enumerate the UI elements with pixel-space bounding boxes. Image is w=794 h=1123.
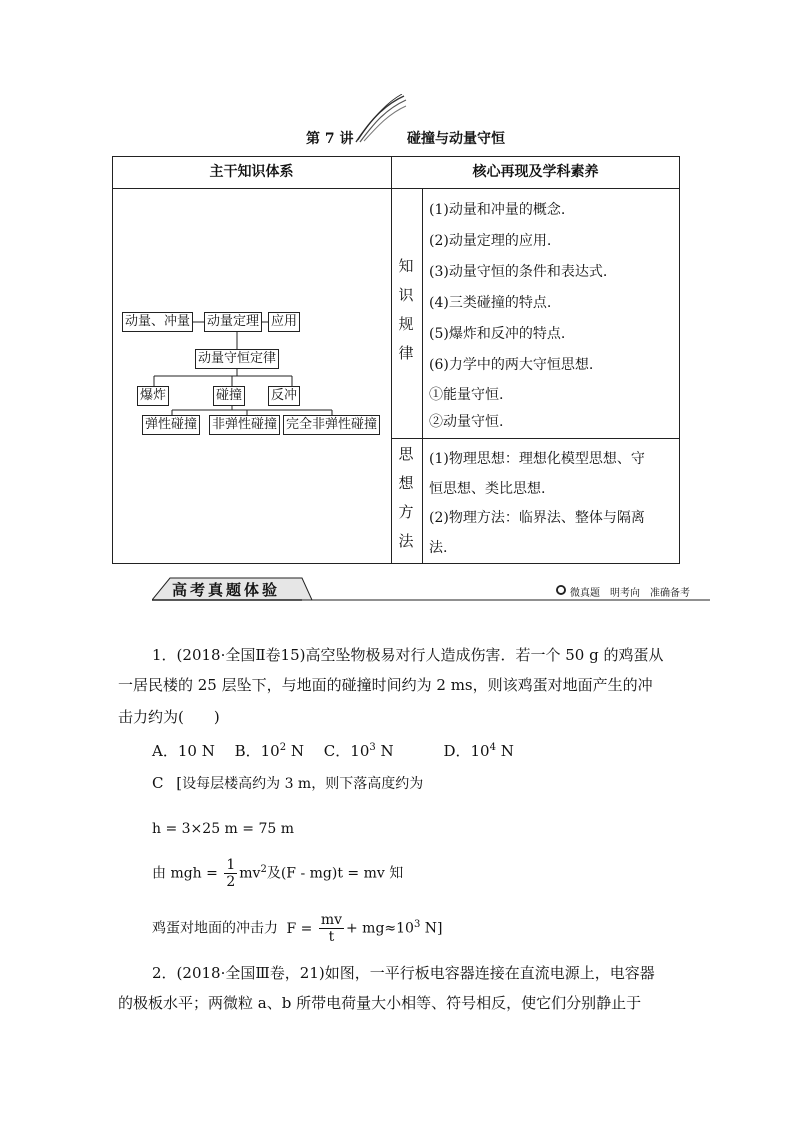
diagram-inelastic-collision: 非弹性碰撞: [209, 415, 280, 435]
knowledge-item: (5)爆炸和反冲的特点.: [429, 326, 566, 342]
row1-label: 知 识 规 律: [398, 257, 414, 362]
knowledge-item: (1)动量和冲量的概念.: [429, 202, 566, 218]
knowledge-item: ②动量守恒.: [429, 414, 504, 430]
table-row-divider: [391, 438, 680, 439]
knowledge-item: (4)三类碰撞的特点.: [429, 295, 552, 311]
method-item: 法.: [429, 540, 448, 556]
bullet-icon: ●: [557, 585, 565, 594]
diagram-conservation-law: 动量守恒定律: [195, 349, 279, 369]
diagram-momentum-theorem: 动量定理: [204, 312, 262, 332]
row2-label: 思 想 方 法: [398, 445, 414, 550]
q2-line1: 2．(2018·全国Ⅲ卷，21)如图，一平行板电容器连接在直流电源上，电容器: [152, 964, 655, 982]
q1-line2: 一居民楼的 25 层坠下，与地面的碰撞时间约为 2 ms，则该鸡蛋对地面产生的冲: [118, 676, 653, 694]
diagram-explosion: 爆炸: [137, 386, 169, 406]
diagram-elastic-collision: 弹性碰撞: [142, 415, 200, 435]
knowledge-item: ①能量守恒.: [429, 387, 504, 403]
knowledge-item: (3)动量守恒的条件和表达式.: [429, 264, 608, 280]
method-item: (2)物理方法：临界法、整体与隔离: [429, 510, 645, 526]
q1-line3: 击力约为( ): [118, 708, 220, 726]
table-column-divider: [391, 156, 392, 564]
q2-line2: 的极板水平；两微粒 a、b 所带电荷量大小相等、符号相反，使它们分别静止于: [118, 994, 642, 1012]
fraction-mv-t: $\frac{mv}{t}$: [320, 912, 342, 946]
method-item: (1)物理思想：理想化模型思想、守: [429, 451, 645, 467]
diagram-recoil: 反冲: [268, 386, 300, 406]
diagram-perfectly-inelastic: 完全非弹性碰撞: [283, 415, 380, 435]
option-c: C．$10^3$ N: [323, 742, 394, 760]
lecture-title: [0, 126, 794, 150]
diagram-collision: 碰撞: [213, 386, 245, 406]
q1-options: [152, 733, 514, 766]
option-b: B．$10^2$ N: [234, 742, 305, 760]
table-label-divider: [422, 188, 423, 564]
fraction-half: $\frac{1}{2}$: [226, 857, 236, 891]
method-item: 恒思想、类比思想.: [429, 481, 546, 497]
option-a: A．10 N: [152, 742, 215, 760]
q1-solution-line1: C [设每层楼高约为 3 m，则下落高度约为: [152, 774, 424, 792]
table-header-divider: [112, 188, 680, 189]
lecture-number: 第 7 讲: [306, 131, 354, 147]
col2-header: 核心再现及学科素养: [472, 164, 599, 180]
diagram-momentum-impulse: 动量、冲量: [122, 312, 193, 332]
banner-subtitle: 微真题 明考向 准确备考: [570, 588, 690, 599]
lecture-topic: 碰撞与动量守恒: [407, 131, 505, 147]
knowledge-item: (6)力学中的两大守恒思想.: [429, 357, 594, 373]
knowledge-item: (2)动量定理的应用.: [429, 233, 552, 249]
q1-solution-line2: h = 3×25 m = 75 m: [152, 821, 294, 837]
q1-solution-line4: 鸡蛋对地面的冲击力 F = $\frac{mv}{t}$ + $mg\approx 10^3$ N]: [152, 912, 443, 946]
col1-header: 主干知识体系: [209, 164, 294, 180]
q1-solution-line3: 由 mgh = $\frac{1}{2}$ $mv^2$及(F - mg)t = mv 知: [152, 857, 404, 891]
banner-title: 高考真题体验: [172, 581, 281, 599]
answer-letter: C: [152, 774, 164, 792]
option-d: D．$10^4$ N: [443, 742, 514, 760]
diagram-application: 应用: [268, 312, 300, 332]
q1-line1: 1．(2018·全国Ⅱ卷15)高空坠物极易对行人造成伤害．若一个 50 g 的鸡蛋从: [152, 646, 664, 664]
